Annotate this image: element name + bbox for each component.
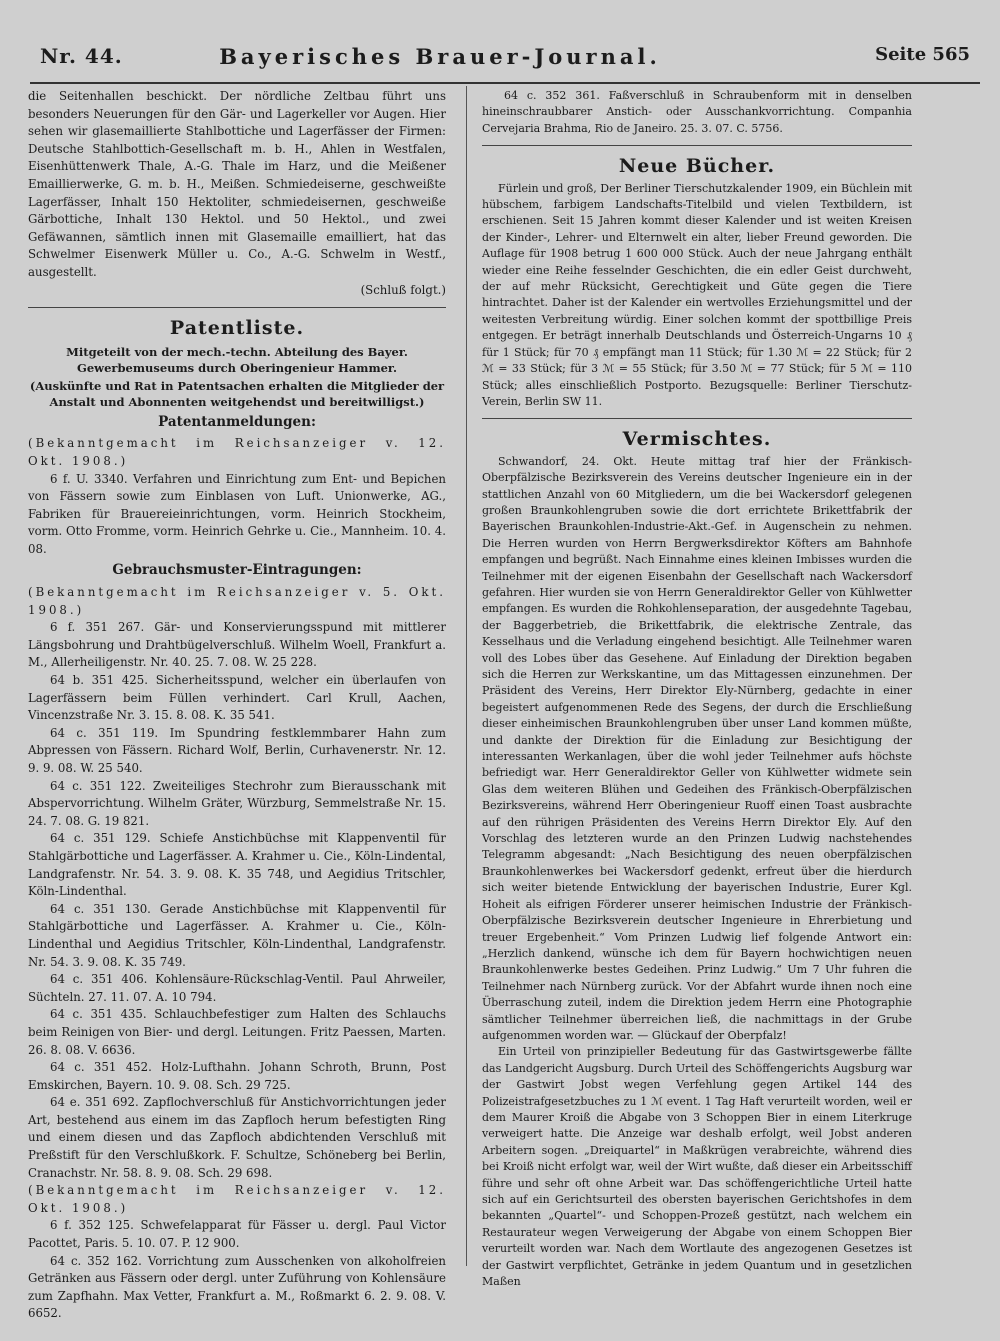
page-header: [40, 44, 970, 74]
list-item: 64 c. 351 452. Holz-Lufthahn. Johann Schroth, Brunn, Post Emskirchen, Bayern. 10. 9. 08. Sch. 29 725.: [28, 1060, 446, 1092]
misc-paragraph-1: Schwandorf, 24. Okt. Heute mittag traf hier der Fränkisch-Oberpfälzische Bezirksverein des Vereins deutscher Ingenieure ein in der stattlichen Anzahl von 60 Mitgliedern, um die bei Wackersdorf gelegenen großen Braunkohlengruben sowie die dort errichtete Brikettfabrik der Bayerischen Braunkohlen-Industrie-Akt.-Gef. in Augenschein zu nehmen. Die Herren wurden von Herrn Bergwerksdirektor Köfters am Bahnhofe empfangen und begrüßt. Nach Einnahme eines kleinen Imbisses wurden die Teilnehmer mit der eigenen Eisenbahn der Gesellschaft nach Wackersdorf gefahren. Hier wurden sie von Herrn Generaldirektor Geller von Kühlwetter empfangen. Es wurden die Rohkohlenseparation, der ausgedehnte Tagebau, der Baggerbetrieb, die Brikettfabrik, die elektrische Zentrale, das Kesselhaus und die Verladung eingehend besichtigt. Alle Teilnehmer waren voll des Lobes über das Gesehene. Auf Einladung der Direktion begaben sich die Herren zur Werkskantine, um das Mittagessen einzunehmen. Der Präsident des Vereins, Herr Direktor Ely-Nürnberg, gedachte in einer begeistert aufgenommenen Rede des Segens, der durch die Erschließung dieser einheimischen Braunkohlengruben über unser Land kommen müßte, und dankte der Direktion für die Einladung zur Besichtigung der interessanten Werkanlagen, über die wohl jeder Teilnehmer aufs höchste befriedigt war. Herr Generaldirektor Geller von Kühlwetter widmete sein Glas dem weiteren Blühen und Gedeihen des Fränkisch-Oberpfälzischen Bezirksvereins, während Herr Oberingenieur Ruoff einen Toast ausbrachte auf den rührigen Präsidenten des Vereins Herrn Direktor Ely. Auf den Vorschlag des letzteren wurde an den Prinzen Ludwig nachstehendes Telegramm abgesandt: „Nach Besichtigung des neuen oberpfälzischen Braunkohlenwerkes bei Wackersdorf gedenkt, erfreut über die hierdurch sich weiter bietende Entwicklung der bayerischen Industrie, Eurer Kgl. Hoheit als eifrigen Förderer unserer heimischen Industrie der Fränkisch-Oberpfälzische Bezirksverein deutscher Ingenieure in Ehrerbietung und treuer Ergebenheit.“ Vom Prinzen Ludwig lief folgende Antwort ein: „Herzlich dankend, wünsche ich dem für Bayern hochwichtigen neuen Braunkohlenwerke bestes Gedeihen. Prinz Ludwig.“ Um 7 Uhr fuhren die Teilnehmer nach Nürnberg zurück. Vor der Abfahrt wurde ihnen noch eine Überraschung zuteil, indem die Direktion jedem Herrn eine Photographie sämtlicher Teilnehmer überreichen ließ, die nachmittags in der Grube aufgenommen worden war. — Glückauf der Oberpfalz!: [482, 454, 912, 1042]
gm-heading: Gebrauchsmuster-Eintragungen:: [112, 562, 362, 579]
header-rule: [30, 82, 980, 84]
list-item: 64 b. 351 425. Sicherheitsspund, welcher ein überlaufen von Lagerfässern beim Füllen verhindert. Carl Krull, Aachen, Vincenzstraße Nr. 3. 15. 8. 08. K. 35 541.: [28, 673, 446, 723]
gm-list-1: [28, 619, 446, 1182]
applications-heading: Patentanmeldungen:: [158, 413, 316, 430]
gm-publication-2: (Bekanntgemacht im Reichsanzeiger v. 12. Okt. 1908.): [28, 1183, 446, 1215]
gm-publication-1: (Bekanntgemacht im Reichsanzeiger v. 5. Okt. 1908.): [28, 585, 446, 617]
patent-note-info: (Auskünfte und Rat in Patentsachen erhalten die Mitglieder der Anstalt und Abonnenten weitgehendst und bereitwilligst.): [29, 378, 445, 409]
applications-publication: (Bekanntgemacht im Reichsanzeiger v. 12. Okt. 1908.): [28, 436, 446, 468]
issue-number: Nr. 44.: [40, 44, 123, 68]
list-item: 64 e. 351 692. Zapflochverschluß für Anstichvorrichtungen jeder Art, bestehend aus einem im das Zapfloch herum befestigten Ring und einem diesen und das Zapfloch abdichtenden Verschluß mit Preßstift für den Verschlußkork. F. Schultze, Schöneberg bei Berlin, Cranachstr. Nr. 58. 8. 9. 08. Sch. 29 698.: [28, 1095, 446, 1180]
left-column: [28, 88, 446, 1323]
page-number: Seite 565: [875, 44, 970, 65]
list-item: 64 c. 351 406. Kohlensäure-Rückschlag-Ventil. Paul Ahrweiler, Süchteln. 27. 11. 07. A. 10 794.: [28, 972, 446, 1004]
list-item: 64 c. 352 162. Vorrichtung zum Ausschenken von alkoholfreien Getränken aus Fässern oder dergl. unter Zuführung von Kohlensäure zum Zapfhahn. Max Vetter, Frankfurt a. M., Roßmarkt 6. 2. 9. 08. V. 6652.: [28, 1253, 446, 1321]
section-divider: [482, 145, 912, 146]
list-item: 6 f. 351 267. Gär- und Konservierungsspund mit mittlerer Längsbohrung und Drahtbügelverschluß. Wilhelm Woell, Frankfurt a. M., Allerheiligenstr. Nr. 40. 25. 7. 08. W. 25 228.: [28, 620, 446, 670]
list-item: 64 c. 351 129. Schiefe Anstichbüchse mit Klappenventil für Stahlgärbottiche und Lagerfässer. A. Krahmer u. Cie., Köln-Lindental, Landgrafenstr. Nr. 54. 3. 9. 08. K. 35 748, und Aegidius Tritschler, Köln-Lindenthal.: [28, 831, 446, 899]
list-item: 64 c. 351 435. Schlauchbefestiger zum Halten des Schlauchs beim Reinigen von Bier- und dergl. Leitungen. Fritz Paessen, Marten. 26. 8. 08. V. 6636.: [28, 1007, 446, 1057]
misc-heading: Vermischtes.: [622, 428, 772, 451]
right-column: [482, 88, 912, 1290]
patent-heading: Patentliste.: [169, 317, 305, 340]
gm-list-continued: [482, 88, 912, 137]
list-item: 64 c. 351 119. Im Spundring festklemmbarer Hahn zum Abpressen von Fässern. Richard Wolf, Berlin, Curhavenerstr. Nr. 12. 9. 9. 08. W. 25 540.: [28, 725, 446, 775]
applications-list: [28, 471, 446, 559]
article-continuation: die Seitenhallen beschickt. Der nördliche Zeltbau führt uns besonders Neuerungen für den Gär- und Lagerkeller vor Augen. Hier sehen wir glasemaillierte Stahlbottiche und Lagerfässer der Firmen: Deutsche Stahlbottich-Gesellschaft m. b. H., Ahlen in Westfalen, Eisenhüttenwerk Thale, A.-G. Thale im Harz, und die Meißener Emaillierwerke, G. m. b. H., Meißen. Schmiedeiserne, geschweißte Lagerfässer, Inhalt 150 Hektoliter, schmiedeisernen, geschweiße Gärbottiche, Inhalt 130 Hektol. und 50 Hektol., und zwei Gefäwannen, sämtlich innen mit Glasemaille emailliert, hat das Schwelmer Eisenwerk Müller u. Co., A.-G. Schwelm in Westf., ausgestellt.: [28, 89, 446, 279]
list-item: 64 c. 351 130. Gerade Anstichbüchse mit Klappenventil für Stahlgärbottiche und Lagerfässer. A. Krahmer u. Cie., Köln-Lindenthal und Aegidius Tritschler, Köln-Lindenthal, Landgrafenstr. Nr. 54. 3. 9. 08. K. 35 749.: [28, 901, 446, 969]
to-be-continued: (Schluß folgt.): [360, 282, 446, 297]
list-item: 6 f. U. 3340. Verfahren und Einrichtung zum Ent- und Bepichen von Fässern sowie zum Einblasen von Luft. Unionwerke, AG., Fabriken für Brauereieinrichtungen, vorm. Heinrich Stockheim, vorm. Otto Fromme, vorm. Heinrich Gehrke u. Cie., Mannheim. 10. 4. 08.: [28, 471, 446, 556]
journal-title: Bayerisches Brauer-Journal.: [219, 44, 661, 69]
section-divider: [28, 307, 446, 308]
list-item: 6 f. 352 125. Schwefelapparat für Fässer u. dergl. Paul Victor Pacottet, Paris. 5. 10. 07. P. 12 900.: [28, 1218, 446, 1251]
column-divider: [466, 86, 467, 1266]
books-heading: Neue Bücher.: [618, 155, 776, 178]
books-text: Fürlein und groß, Der Berliner Tierschutzkalender 1909, ein Büchlein mit hübschem, farbigem Landschafts-Titelbild und vielen Textbildern, ist erschienen. Seit 15 Jahren kommt dieser Kalender und ist weiten Kreisen der Kinder-, Lehrer- und Elternwelt ein alter, lieber Freund geworden. Die Auflage für 1908 betrug 1 600 000 Stück. Auch der neue Jahrgang enthält wieder eine Reihe fesselnder Geschichten, die ein edler Geist durchweht, der auf mehr Rücksicht, Gerechtigkeit und Güte gegen die Tiere hintrachtet. Daher ist der Kalender ein wertvolles Erziehungsmittel und der weitesten Verbreitung würdig. Einer solchen kommt der spottbillige Preis entgegen. Er beträgt innerhalb Deutschlands und Österreich-Ungarns 10 ₰ für 1 Stück; für 70 ₰ empfängt man 11 Stück; für 1.30 ℳ = 22 Stück; für 2 ℳ = 33 Stück; für 3 ℳ = 55 Stück; für 3.50 ℳ = 77 Stück; für 5 ℳ = 110 Stück; alles einschließlich Postporto. Bezugsquelle: Berliner Tierschutz-Verein, Berlin SW 11.: [482, 181, 912, 408]
gm-list-2: [28, 1217, 446, 1323]
patent-note: Mitgeteilt von der mech.-techn. Abteilung des Bayer. Gewerbemuseums durch Oberingenieur Hammer.: [66, 344, 408, 375]
list-item: 64 c. 351 122. Zweiteiliges Stechrohr zum Bierausschank mit Abspervorrichtung. Wilhelm Gräter, Würzburg, Semmelstraße Nr. 15. 24. 7. 08. G. 19 821.: [28, 778, 446, 828]
list-item: 64 c. 352 361. Faßverschluß in Schraubenform mit in denselben hineinschraubbarer Anstich- oder Ausschankvorrichtung. Companhia Cervejaria Brahma, Rio de Janeiro. 25. 3. 07. C. 5756.: [482, 89, 912, 135]
misc-paragraph-2: Ein Urteil von prinzipieller Bedeutung für das Gastwirtsgewerbe fällte das Landgericht Augsburg. Durch Urteil des Schöffengerichts Augsburg war der Gastwirt Jobst wegen Verfehlung gegen Artikel 144 des Polizeistrafgesetzbuches zu 1 ℳ event. 1 Tag Haft verurteilt worden, weil er dem Maurer Kroiß die Abgabe von 3 Schoppen Bier in einem Literkruge verweigert hatte. Die Anzeige war deshalb erfolgt, weil Jobst anderen Arbeitern sogen. „Dreiquartel“ in Maßkrügen verabreichte, während dies bei Kroiß nicht erfolgt war, weil der Wirt wußte, daß dieser ein Arbeitsschiff führe und sehr oft ohne Arbeit war. Das schöffengerichtliche Urteil hatte sich auf ein Gerichtsurteil des obersten bayerischen Gerichtshofes in dem bekannten „Quartel“- und Schoppen-Prozeß gestützt, nach welchem ein Restaurateur wegen Verweigerung der Abgabe von einem Schoppen Bier verurteilt worden war. Nach dem Wortlaute des angezogenen Gesetzes ist der Gastwirt verpflichtet, Getränke in jedem Quantum und in gesetzlichen Maßen: [482, 1045, 912, 1289]
section-divider: [482, 418, 912, 419]
